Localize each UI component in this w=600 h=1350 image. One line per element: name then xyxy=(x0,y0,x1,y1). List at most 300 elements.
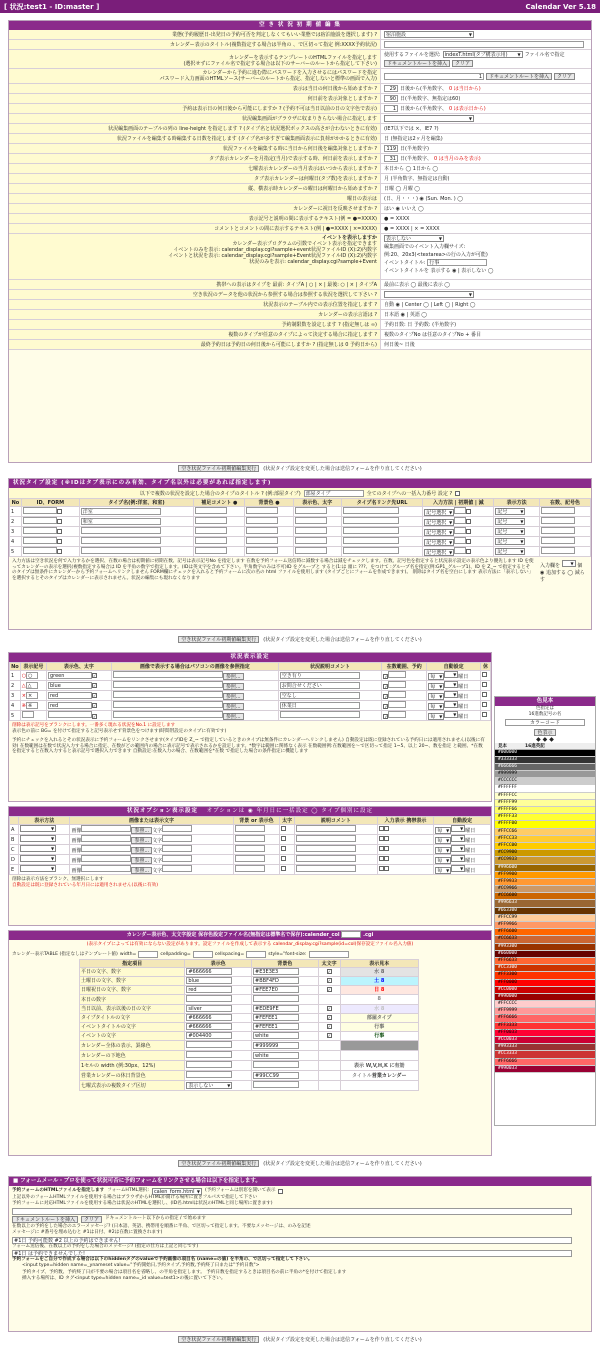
color-swatch[interactable] xyxy=(495,836,595,843)
bg-color-input[interactable] xyxy=(253,995,299,1002)
setting-label-text: カレンダーに祝日を反映させますか ? xyxy=(293,205,377,212)
text-color-input[interactable] xyxy=(295,527,327,534)
text-color-input[interactable]: #666666 xyxy=(186,1014,232,1021)
range-input[interactable] xyxy=(388,711,406,718)
browse-button[interactable]: 参照... xyxy=(223,703,244,710)
auto-select[interactable]: 毎 ▼ xyxy=(435,867,451,874)
symbol-input[interactable]: ※ xyxy=(26,702,38,709)
image-path-input[interactable] xyxy=(113,681,223,688)
auto-select[interactable]: 毎 ▼ xyxy=(435,827,451,834)
initial-input[interactable] xyxy=(454,547,466,554)
decrement-checkbox[interactable] xyxy=(466,509,471,514)
show-color-button[interactable]: 色表示 xyxy=(534,729,555,736)
text-color-input[interactable]: #666666 xyxy=(186,1023,232,1030)
input-method-select[interactable]: 記号選択 ▼ xyxy=(424,539,454,546)
image-input[interactable] xyxy=(81,845,131,852)
count-color-input[interactable] xyxy=(541,527,575,534)
type-name-input[interactable]: 和室 xyxy=(81,518,161,525)
text-color-input[interactable] xyxy=(295,507,327,514)
bg-color-input[interactable] xyxy=(253,1061,299,1068)
weekday-select[interactable] xyxy=(444,701,458,708)
holiday-checkbox[interactable] xyxy=(482,682,487,687)
id-input[interactable] xyxy=(23,517,57,524)
apply-button[interactable]: 空き状況ファイル初期値編集実行 xyxy=(178,465,259,472)
bg-color-input[interactable]: #BBF4FD xyxy=(253,977,299,984)
auto-select[interactable]: 毎 ▼ xyxy=(428,703,444,710)
form-checkbox[interactable] xyxy=(57,519,62,524)
event-title-input[interactable]: 行事 xyxy=(427,259,487,266)
apply-button[interactable]: 空き状況ファイル初期値編集実行 xyxy=(178,1160,259,1167)
browse-button[interactable]: 参照... xyxy=(131,867,152,874)
table-row xyxy=(10,855,491,865)
reserve-checkbox[interactable]: ✓ xyxy=(384,694,388,699)
type-name-input[interactable] xyxy=(81,527,161,534)
type-note: 入力方法は空き状況を何で入力するかを選択、在数の場合は初期値に初期在数、記号は表示記号No を指定します 在数を予約フォーム送信時に減数する場合は減をチェックします。在数、記号色を指定すると状況表示設定の表示色より優先します ID を使ってカレンダーの表示を選択(複数指定する場合は ID を半角の数字で指定します。(IDは英文字を含めて下さい。半角数字のみは不可)ID をグループと すると(1:は 頭に ???、をつけて :グループ名を指定(例:GP1_グループ1)、ID を Z_~ で指定するとそのタイプは無条件にカレンダーから予約フォームへリンクしません FORM欄にチェックを入れると予約フォームに次の名の html ファイルを使用します (タイプごとにフォームを作成できます)。 削除はタイプ名を空白にします 表示方法に「表示しない」を選択するとそのタイプはカレンダーに表示されません。状況の編集にも現れなくなります xyxy=(9,557,537,586)
color-swatch[interactable] xyxy=(495,987,595,994)
symbol-input[interactable]: ○ xyxy=(26,672,38,679)
bold-checkbox[interactable] xyxy=(281,866,286,871)
text-color-input[interactable]: blue xyxy=(186,977,232,984)
decrement-checkbox[interactable] xyxy=(466,549,471,554)
column-header: タイプ名(例:洋室、和室) xyxy=(79,499,193,507)
bold-checkbox[interactable]: ✓ xyxy=(92,703,97,708)
comment-input[interactable] xyxy=(195,547,227,554)
bg-color-input[interactable] xyxy=(235,845,265,852)
comment-input[interactable] xyxy=(296,865,356,872)
decrement-checkbox[interactable] xyxy=(466,539,471,544)
link-url-input[interactable] xyxy=(343,517,399,524)
apply-button[interactable]: 空き状況ファイル初期値編集実行 xyxy=(178,1336,259,1343)
setting-select[interactable] xyxy=(384,115,474,122)
setting-input[interactable]: 90 xyxy=(384,95,398,102)
range-input[interactable] xyxy=(388,701,406,708)
image-input[interactable] xyxy=(81,825,131,832)
display-method-select[interactable]: 記号 ▼ xyxy=(495,508,525,515)
link-url-input[interactable] xyxy=(343,507,399,514)
color-swatch[interactable] xyxy=(495,1059,595,1066)
type-title-input[interactable]: 部屋タイプ xyxy=(304,490,364,497)
display-method-select[interactable]: 記号 ▼ xyxy=(495,518,525,525)
column-header: 入力方法 | 初期値 | 減 xyxy=(423,499,494,507)
bg-color-input[interactable]: #99CC99 xyxy=(253,1072,299,1079)
insert-docroot-button[interactable]: ドキュメントルートを挿入 xyxy=(384,60,450,67)
bold-checkbox[interactable]: ✓ xyxy=(92,693,97,698)
setting-input[interactable]: 119 xyxy=(384,145,398,152)
weekday-select[interactable] xyxy=(451,835,465,842)
bold-checkbox[interactable]: ✓ xyxy=(327,977,331,983)
id-input[interactable] xyxy=(23,507,57,514)
comment-input[interactable] xyxy=(296,855,356,862)
color-swatch[interactable] xyxy=(495,944,595,951)
initial-input[interactable] xyxy=(454,507,466,514)
text-color-input[interactable] xyxy=(295,537,327,544)
text-color-input[interactable] xyxy=(186,1071,232,1078)
color-swatch[interactable] xyxy=(495,829,595,836)
section-title: 状況タイプ設定 (※IDはタブ表示にのみ有効、タイプ名以外は必要があれば指定します) xyxy=(9,479,591,488)
text-input[interactable] xyxy=(162,825,192,832)
comment-input[interactable] xyxy=(296,835,356,842)
bold-checkbox[interactable] xyxy=(281,856,286,861)
section-title: 空 き 状 況 初 期 値 編 集 xyxy=(9,21,591,30)
color-swatch[interactable] xyxy=(495,980,595,987)
row-number: 4 xyxy=(10,701,21,711)
color-swatch[interactable] xyxy=(495,785,595,792)
width-input[interactable] xyxy=(138,951,158,958)
color-swatch[interactable] xyxy=(495,1066,595,1073)
holiday-checkbox[interactable] xyxy=(482,702,487,707)
bold-checkbox[interactable] xyxy=(281,826,286,831)
apply-button[interactable]: 空き状況ファイル初期値編集実行 xyxy=(178,636,259,643)
insert-docroot-button[interactable]: ドキュメントルートを挿入 xyxy=(486,73,552,80)
color-swatch[interactable] xyxy=(495,1015,595,1022)
add-rows-select[interactable] xyxy=(562,560,576,567)
bold-checkbox[interactable]: ✓ xyxy=(327,1023,331,1029)
clear-button[interactable]: クリア xyxy=(554,73,575,80)
bg-color-input[interactable] xyxy=(246,517,278,524)
color-swatch[interactable] xyxy=(495,821,595,828)
id-input[interactable] xyxy=(23,527,57,534)
setting-unit[interactable]: 日本語 ◉ | 英語 ◯ xyxy=(384,312,428,318)
weekday-label: 曜日 xyxy=(458,714,469,720)
holiday-checkbox[interactable] xyxy=(482,672,487,677)
setting-unit[interactable]: 複数のタイプNo は任意のタイプNo + 番目 xyxy=(384,332,482,338)
mobile-display-checkbox[interactable] xyxy=(384,836,389,841)
input-method-select[interactable]: 記号選択 ▼ xyxy=(424,519,454,526)
auto-select[interactable]: 毎 ▼ xyxy=(435,857,451,864)
form-window-checkbox[interactable] xyxy=(278,1189,283,1194)
setting-label-text: カレンダー表示のタイトル(複数指定する場合は半角の 、で区切って指定 例:XXXX予約状況) xyxy=(169,41,377,48)
id-input[interactable] xyxy=(23,537,57,544)
browse-button[interactable]: 参照... xyxy=(131,847,152,854)
auto-select[interactable]: 毎 ▼ xyxy=(428,673,444,680)
comment-input[interactable] xyxy=(195,507,227,514)
text-color-input[interactable]: #004400 xyxy=(186,1032,232,1039)
color-swatch[interactable] xyxy=(495,900,595,907)
image-input[interactable] xyxy=(81,835,131,842)
comment-input[interactable] xyxy=(195,527,227,534)
section-title-text: カレンダー表示色、太文字設定 保存色設定ファイル名(無指定は標準名で保存):calender_col xyxy=(126,932,340,938)
display-method-select[interactable]: 記号 ▼ xyxy=(495,548,525,555)
setting-input[interactable] xyxy=(384,41,584,48)
initial-input[interactable] xyxy=(454,517,466,524)
browse-button[interactable]: 参照... xyxy=(131,857,152,864)
bg-color-input[interactable]: white xyxy=(253,1052,299,1059)
event-row xyxy=(9,234,591,280)
symbol-input[interactable]: × xyxy=(26,692,38,699)
text-color-input[interactable] xyxy=(295,517,327,524)
table-row xyxy=(10,537,591,547)
form-path-input[interactable] xyxy=(12,1208,572,1215)
bold-checkbox[interactable]: ✓ xyxy=(327,968,331,974)
comment-input[interactable] xyxy=(296,825,356,832)
color-swatch[interactable] xyxy=(495,872,595,879)
browse-button[interactable]: 参照... xyxy=(223,693,244,700)
text-color-input[interactable] xyxy=(186,1051,232,1058)
color-swatch[interactable] xyxy=(495,800,595,807)
after-send-input[interactable]: #1日 は予約できませんでした! xyxy=(12,1250,572,1257)
color-swatch[interactable] xyxy=(495,1023,595,1030)
text-input[interactable] xyxy=(162,855,192,862)
bold-checkbox[interactable]: ✓ xyxy=(327,1014,331,1020)
browse-button[interactable]: 参照... xyxy=(223,713,244,720)
input-method-select[interactable]: 記号選択 ▼ xyxy=(424,549,454,556)
setting-unit[interactable]: 予約日数: 日 予約数: (半角数字) xyxy=(384,322,457,328)
setting-input[interactable]: 31 xyxy=(384,155,398,162)
color-swatch[interactable] xyxy=(495,908,595,915)
bg-color-input[interactable] xyxy=(235,825,265,832)
display-method-select[interactable] xyxy=(20,825,56,832)
auto-select[interactable]: 毎 ▼ xyxy=(435,837,451,844)
comment-input[interactable] xyxy=(280,711,360,718)
bg-color-input[interactable]: #FEFEE1 xyxy=(253,1023,299,1030)
swatch-hex: #CC3333 xyxy=(498,1051,517,1057)
display-method-select[interactable] xyxy=(20,835,56,842)
mobile-display-checkbox[interactable] xyxy=(384,846,389,851)
image-path-input[interactable] xyxy=(113,711,223,718)
bg-color-input[interactable] xyxy=(235,855,265,862)
symbol-input[interactable] xyxy=(22,711,34,718)
weekday-select[interactable] xyxy=(451,845,465,852)
setting-select[interactable]: 宿泊施設 ▼ xyxy=(384,31,474,38)
bg-color-input[interactable] xyxy=(246,547,278,554)
input-method-select[interactable]: 記号選択 ▼ xyxy=(424,529,454,536)
display-method-select[interactable] xyxy=(20,855,56,862)
bg-color-input[interactable] xyxy=(246,537,278,544)
color-swatch[interactable] xyxy=(495,1030,595,1037)
color-swatch[interactable] xyxy=(495,915,595,922)
browse-button[interactable]: 参照... xyxy=(131,837,152,844)
link-url-input[interactable] xyxy=(343,547,399,554)
comment-input[interactable]: 休業日 xyxy=(280,702,360,709)
setting-control xyxy=(381,310,591,319)
form-note: 予約フォームに対応HTMLファイルを使用する場合は状況のHTMLを選択し、(ID名.htmlは状況のHTMLと同じ場所に置きます) xyxy=(12,1201,273,1207)
weekday-select[interactable] xyxy=(451,855,465,862)
setting-label-text: 状況編集画面のテーブルの列の line-height を指定します ? (タイプ名と状況選択ボックスの高さが合わないときに有効) xyxy=(108,125,377,132)
form-html-select[interactable]: calen_form.html ▼ xyxy=(152,1188,202,1195)
bg-color-input[interactable] xyxy=(246,527,278,534)
count-color-input[interactable] xyxy=(541,507,575,514)
color-swatch[interactable] xyxy=(495,936,595,943)
symbol-input[interactable]: △ xyxy=(26,682,38,689)
bold-checkbox[interactable]: ✓ xyxy=(327,1032,331,1038)
type-name-input[interactable] xyxy=(81,547,161,554)
mobile-display-checkbox[interactable] xyxy=(384,866,389,871)
bg-color-input[interactable] xyxy=(235,865,265,872)
comment-input[interactable]: お問合せください xyxy=(280,682,360,689)
display-method-select[interactable] xyxy=(20,865,56,872)
color-input[interactable]: red xyxy=(48,702,92,709)
clear-button[interactable]: クリア xyxy=(81,1216,102,1223)
text-input[interactable] xyxy=(162,865,192,872)
input-method-select[interactable]: 記号選択 ▼ xyxy=(424,509,454,516)
setting-unit[interactable]: 自動 ◉ | Center ◯ | Left ◯ | Right ◯ xyxy=(384,302,476,308)
bg-color-input[interactable] xyxy=(246,507,278,514)
mobile-display-checkbox[interactable] xyxy=(384,856,389,861)
swatch-hex: #CC0033 xyxy=(498,1037,517,1042)
decrement-checkbox[interactable] xyxy=(466,519,471,524)
form-checkbox[interactable] xyxy=(57,509,62,514)
range-input[interactable] xyxy=(388,681,406,688)
initial-input[interactable] xyxy=(454,527,466,534)
style-input[interactable] xyxy=(309,951,349,958)
text-color-input[interactable] xyxy=(295,547,327,554)
cellspacing-input[interactable] xyxy=(246,951,266,958)
count-color-input[interactable] xyxy=(541,537,575,544)
reserve-checkbox[interactable]: ✓ xyxy=(384,684,388,689)
bg-color-input[interactable]: #E3E3E3 xyxy=(253,968,299,975)
bold-checkbox[interactable]: ✓ xyxy=(327,986,331,992)
text-color-input[interactable] xyxy=(186,1061,232,1068)
setting-row xyxy=(9,310,591,320)
image-label: 画像 xyxy=(71,858,82,864)
link-url-input[interactable] xyxy=(343,527,399,534)
decrement-checkbox[interactable] xyxy=(466,529,471,534)
add-remove-toggle[interactable]: ◉ 追加する ◯ 減らす xyxy=(540,570,585,583)
color-swatch[interactable] xyxy=(495,879,595,886)
template-select[interactable]: indexT.html(タブ構表示用) ▼ xyxy=(443,51,523,58)
bg-color-input[interactable]: #FEFEE1 xyxy=(253,1014,299,1021)
text-color-input[interactable]: red xyxy=(186,986,232,993)
form-checkbox[interactable] xyxy=(57,529,62,534)
color-swatch[interactable] xyxy=(495,1051,595,1058)
weekday-select[interactable] xyxy=(451,865,465,872)
comment-input[interactable] xyxy=(296,845,356,852)
bulk-input-checkbox[interactable] xyxy=(455,491,460,496)
color-swatch[interactable] xyxy=(495,793,595,800)
color-swatch[interactable] xyxy=(495,972,595,979)
image-path-input[interactable] xyxy=(113,671,223,678)
auto-select[interactable]: 毎 ▼ xyxy=(428,693,444,700)
color-input[interactable]: red xyxy=(48,692,92,699)
color-swatch[interactable] xyxy=(495,764,595,771)
initial-input[interactable] xyxy=(454,537,466,544)
type-name-input[interactable] xyxy=(81,537,161,544)
table-row xyxy=(10,547,591,557)
comment-input[interactable]: 空き有り xyxy=(280,672,360,679)
id-input[interactable] xyxy=(23,547,57,554)
form-checkbox[interactable] xyxy=(57,549,62,554)
form-checkbox[interactable] xyxy=(57,539,62,544)
setting-input[interactable]: 1 xyxy=(384,105,398,112)
bg-color-input[interactable] xyxy=(235,835,265,842)
text-color-input[interactable]: #666666 xyxy=(186,968,232,975)
image-path-input[interactable] xyxy=(113,691,223,698)
setting-unit[interactable]: 最前に表示 ◯ 最後に表示 ◯ xyxy=(384,282,450,288)
count-color-input[interactable] xyxy=(541,547,575,554)
bold-checkbox[interactable] xyxy=(281,836,286,841)
weekday-select[interactable] xyxy=(451,825,465,832)
auto-select[interactable]: 毎 ▼ xyxy=(435,847,451,854)
display-method-select[interactable]: 記号 ▼ xyxy=(495,528,525,535)
weekday-select[interactable] xyxy=(444,671,458,678)
auto-select[interactable]: 毎 ▼ xyxy=(428,683,444,690)
event-display-select[interactable]: 表示しない ▼ xyxy=(384,235,444,242)
display-method-select[interactable] xyxy=(20,845,56,852)
setting-input[interactable]: 29 xyxy=(384,85,398,92)
setting-select[interactable] xyxy=(384,291,474,298)
color-swatch[interactable] xyxy=(495,857,595,864)
auto-select[interactable]: 毎 ▼ xyxy=(428,713,444,720)
bg-color-input[interactable]: #999999 xyxy=(253,1042,299,1049)
swatch-hex: #996600 xyxy=(498,864,517,870)
link-url-input[interactable] xyxy=(343,537,399,544)
display-method-select[interactable]: 記号 ▼ xyxy=(495,538,525,545)
bg-color-input[interactable]: #FEE7E0 xyxy=(253,986,299,993)
bold-checkbox[interactable]: ✓ xyxy=(92,714,97,719)
bg-color-input[interactable] xyxy=(253,1081,299,1088)
color-input[interactable]: blue xyxy=(48,682,92,689)
weekday-select[interactable] xyxy=(444,711,458,718)
text-color-input[interactable] xyxy=(186,995,232,1002)
setting-control xyxy=(381,164,591,173)
count-color-input[interactable] xyxy=(541,517,575,524)
error-msg-input[interactable]: #1日 予約可能数 #2 以上の予約はできません! xyxy=(12,1237,572,1244)
weekday-select[interactable] xyxy=(444,691,458,698)
bold-checkbox[interactable]: ✓ xyxy=(92,673,97,678)
reserve-checkbox[interactable]: ✓ xyxy=(384,714,388,719)
color-input[interactable]: green xyxy=(48,672,92,679)
setting-input[interactable]: 1 xyxy=(384,73,484,80)
text-input[interactable] xyxy=(162,845,192,852)
text-color-input[interactable]: silver xyxy=(186,1005,232,1012)
color-code-input[interactable]: カラーコード xyxy=(505,719,585,726)
bold-checkbox[interactable]: ✓ xyxy=(327,1005,331,1011)
browse-button[interactable]: 参照... xyxy=(223,683,244,690)
color-swatch[interactable] xyxy=(495,757,595,764)
separator-select[interactable]: 表示しない ▼ xyxy=(186,1082,232,1089)
holiday-checkbox[interactable] xyxy=(482,712,487,717)
color-swatch[interactable] xyxy=(495,951,595,958)
mobile-display-checkbox[interactable] xyxy=(384,826,389,831)
bg-color-input[interactable]: #EDE9FE xyxy=(253,1005,299,1012)
text-color-input[interactable] xyxy=(186,1041,232,1048)
image-input[interactable] xyxy=(81,865,131,872)
type-name-input[interactable]: 洋室 xyxy=(81,508,161,515)
text-input[interactable] xyxy=(162,835,192,842)
insert-docroot-button[interactable]: ドキュメントルートを挿入 xyxy=(12,1216,78,1223)
reserve-checkbox[interactable]: ✓ xyxy=(384,674,388,679)
image-path-input[interactable] xyxy=(113,701,223,708)
range-input[interactable] xyxy=(388,671,406,678)
browse-button[interactable]: 参照... xyxy=(223,673,244,680)
comment-input[interactable] xyxy=(195,537,227,544)
setting-unit[interactable]: 何日後~ 日後 xyxy=(384,342,415,348)
reserve-checkbox[interactable]: ✓ xyxy=(384,704,388,709)
bold-checkbox[interactable] xyxy=(281,846,286,851)
range-input[interactable] xyxy=(388,691,406,698)
browse-button[interactable]: 参照... xyxy=(131,827,152,834)
setting-label-text: 業態(予約履歴日-出発日の予約可否を判定しなくてもいい業態では宿泊施設を選択します) ? xyxy=(172,31,377,38)
option-mode-toggle[interactable]: オプションは ◉ 年月日に一括設定 ◯ タイプ個別に設定 xyxy=(206,808,373,814)
bold-checkbox[interactable]: ✓ xyxy=(92,683,97,688)
holiday-checkbox[interactable] xyxy=(482,692,487,697)
clear-button[interactable]: クリア xyxy=(452,60,473,67)
color-input[interactable] xyxy=(48,711,92,718)
image-input[interactable] xyxy=(81,855,131,862)
setting-label xyxy=(9,184,381,193)
color-swatch[interactable] xyxy=(495,865,595,872)
weekday-select[interactable] xyxy=(444,681,458,688)
color-filename-input[interactable] xyxy=(341,931,361,938)
event-title-toggle[interactable]: イベントタイトルを 表示する ◉ | 表示しない ◯ xyxy=(384,268,494,274)
weekday-label: 曜日 xyxy=(465,828,476,834)
bg-color-input[interactable]: white xyxy=(253,1032,299,1039)
color-swatch[interactable] xyxy=(495,994,595,1001)
comment-input[interactable]: 空なし xyxy=(280,692,360,699)
color-swatch[interactable] xyxy=(495,750,595,757)
comment-input[interactable] xyxy=(195,517,227,524)
cellpadding-input[interactable] xyxy=(193,951,213,958)
